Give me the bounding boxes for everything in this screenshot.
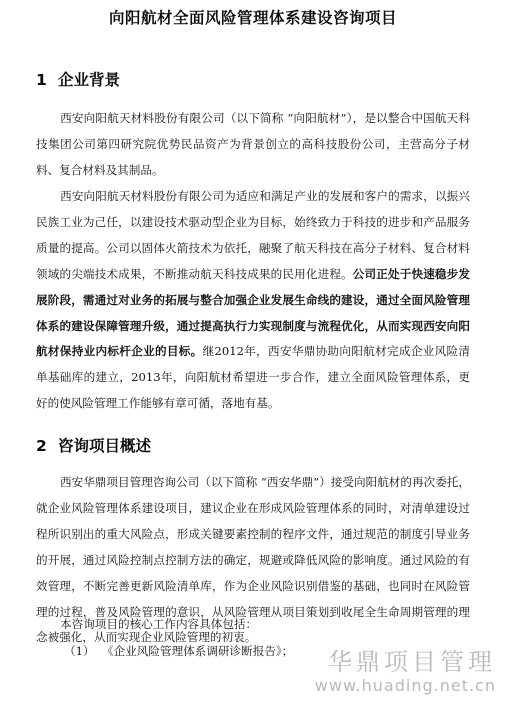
list-item-text: 《企业风险管理体系调研诊断报告》； xyxy=(102,644,294,658)
watermark-url: www.huading.net.cn xyxy=(314,676,496,695)
section-1-paragraph-2 xyxy=(36,184,470,417)
section-1-number: 1 xyxy=(36,71,47,89)
section-1-paragraph-2-text-b: 继2012年，西安华鼎协助向阳航材完成企业风险清单基础库的建立，2013年，向阳航材希望进一步合作，建立全面风险管理体系，更好的使风险管理工作能够有章可循，落地有基。 xyxy=(36,344,470,411)
watermark xyxy=(315,648,496,696)
section-2-paragraph-2 xyxy=(36,612,470,638)
section-2-heading xyxy=(36,434,151,456)
section-2-paragraph-1-text: 西安华鼎项目管理咨询公司（以下简称 “西安华鼎”）接受向阳航材的再次委托，就企业风险管理体系建设项目，建议企业在形成风险管理体系的同时，对清单建设过程所识别出的重大风险点，形成关键要素控制的程序文件，通过规范的制度引导业务的开展，通过风险控制点控制方法的确定，规避或降低风险的影响度。通过风险的有效管理，不断完善更新风险清单库，作为企业风险识别借鉴的基础，也同时在风险管理的过程，普及风险管理的意识，从风险管理从项目策划到收尾全生命周期管理的理念被强化，从而实现企业风险管理的初衷。 xyxy=(36,475,470,645)
watermark-name: 华鼎项目管理 xyxy=(328,648,496,676)
section-1-heading xyxy=(36,68,120,90)
section-2-title: 咨询项目概述 xyxy=(58,437,152,455)
section-1-paragraph-1 xyxy=(36,106,470,184)
section-2-number: 2 xyxy=(36,437,47,455)
section-1-paragraph-2-text-a: 西安向阳航天材料股份有限公司为适应和满足产业的发展和客户的需求，以振兴民族工业为己任，以建设技术驱动型企业为目标，始终致力于科技的进步和产品服务质量的提高。公司以固体火箭技术为依托，融聚了航天科技在高分子材料、复合材料领域的尖端技术成果，不断推动航天科技成果的民用化进程。 xyxy=(36,189,470,281)
section-1-paragraph-1-text: 西安向阳航天材料股份有限公司（以下简称 “向阳航材”），是以整合中国航天科技集团公司第四研究院优势民品资产为背景创立的高科技股份公司，主营高分子材料、复合材料及其制品。 xyxy=(36,111,470,177)
section-2-paragraph-2-text: 本咨询项目的核心工作内容具体包括： xyxy=(60,617,258,631)
section-1-title: 企业背景 xyxy=(58,71,121,89)
list-item-label: （1） xyxy=(64,644,95,658)
document-title: 向阳航材全面风险管理体系建设咨询项目 xyxy=(108,9,397,27)
section-1-paragraph-2-bold: 公司正处于快速稳步发展阶段，需通过对业务的拓展与整合加强企业发展生命线的建设，通过全面风险管理体系的建设保障管理升级，通过提高执行力实现制度与流程优化，从而实现西安向阳航材保持业内标杆企业的目标。 xyxy=(36,266,470,359)
list-item xyxy=(64,641,293,661)
